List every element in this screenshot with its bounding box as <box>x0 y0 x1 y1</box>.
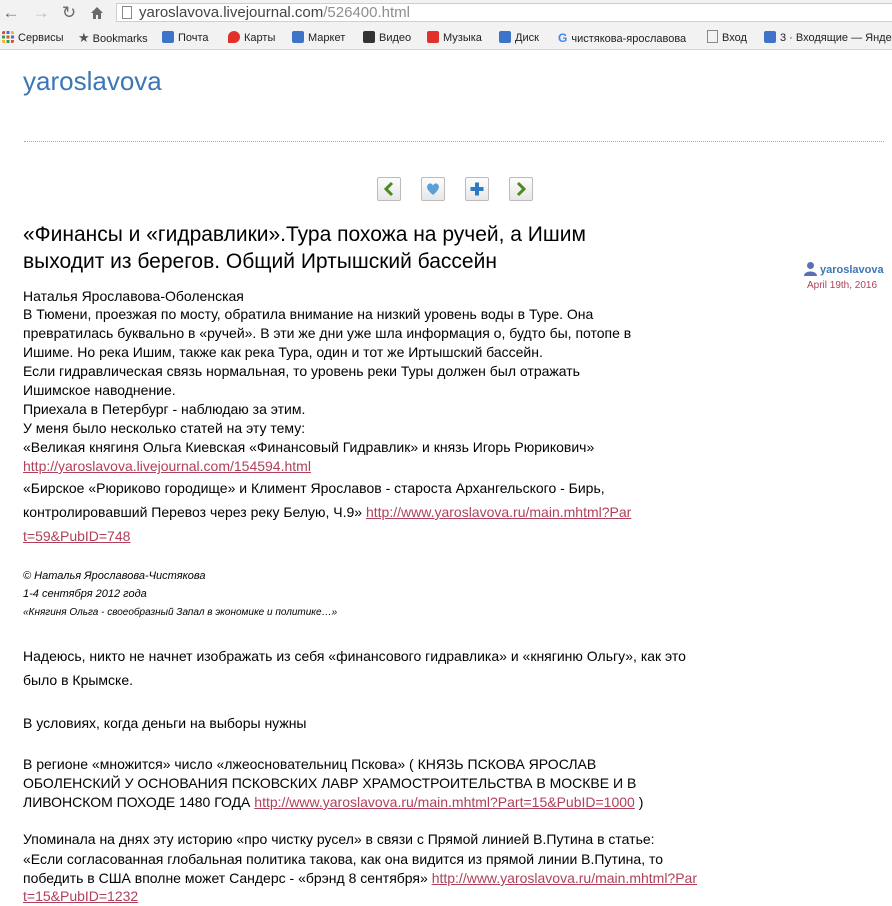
bookmark-label: Вход <box>722 32 747 44</box>
bookmark-label: Видео <box>379 32 412 44</box>
header-divider <box>24 141 884 142</box>
user-icon <box>803 261 818 276</box>
body-line <box>23 457 311 475</box>
cart-icon <box>292 31 304 43</box>
prev-arrow-icon <box>381 181 397 197</box>
article-link[interactable]: http://www.yaroslavova.ru/main.mhtml?Par <box>365 504 632 520</box>
bookmark-inbox[interactable] <box>764 30 892 46</box>
body-line <box>23 524 130 548</box>
body-line <box>23 500 631 524</box>
author-name[interactable]: yaroslavova <box>820 264 884 276</box>
page-icon <box>122 6 132 19</box>
body-line: «Бирское «Рюриково городище» и Климент Ярославов - староста Архангельского - Бирь, <box>23 480 605 496</box>
post-date: April 19th, 2016 <box>807 280 878 291</box>
body-line: В условиях, когда деньги на выборы нужны <box>23 715 307 731</box>
article-link[interactable]: http://www.yaroslavova.ru/main.mhtml?Part=15&PubID=1000 <box>254 794 635 810</box>
music-icon <box>427 31 439 43</box>
bookmark-maps[interactable] <box>228 30 275 46</box>
body-line <box>23 868 697 888</box>
body-line: превратилась буквально в «ручей». В эти же дни уже шла информация о, будто бы, потопе в <box>23 325 632 341</box>
map-pin-icon <box>228 31 240 43</box>
bookmark-google-search[interactable] <box>558 30 698 46</box>
add-to-memories-button[interactable] <box>421 177 445 201</box>
body-line: «Великая княгиня Ольга Киевская «Финансовый Гидравлик» и князь Игорь Рюрикович» <box>23 439 595 455</box>
track-entry-button[interactable] <box>465 177 489 201</box>
url-host: yaroslavova.livejournal.com <box>139 4 324 21</box>
back-arrow-icon[interactable]: ← <box>2 3 20 22</box>
bookmark-label: Диск <box>515 32 539 44</box>
address-bar[interactable] <box>116 3 892 22</box>
bookmark-services[interactable] <box>2 30 64 46</box>
article-link[interactable]: http://yaroslavova.livejournal.com/154594.html <box>23 458 311 474</box>
page-icon <box>707 30 718 43</box>
star-icon: ★ <box>78 30 90 45</box>
bookmark-mail[interactable] <box>162 30 209 46</box>
article-link[interactable]: http://www.yaroslavova.ru/main.mhtml?Par <box>431 870 698 886</box>
forward-arrow-icon[interactable]: → <box>32 3 50 22</box>
url-path: /526400.html <box>323 4 410 21</box>
reload-icon[interactable]: ↻ <box>61 3 77 22</box>
post-title-line: «Финансы и «гидравлики».Тура похожа на ручей, а Ишим <box>23 223 586 246</box>
body-line: У меня было несколько статей на эту тему: <box>23 420 306 436</box>
home-icon[interactable] <box>86 2 108 24</box>
body-line: В Тюмени, проезжая по мосту, обратила внимание на низкий уровень воды в Туре. Она <box>23 306 594 322</box>
bookmark-market[interactable] <box>292 30 345 46</box>
body-text: контролировавший Перевоз через реку Белую, Ч.9» <box>23 504 366 520</box>
body-text: ) <box>634 794 644 810</box>
body-line: Если гидравлическая связь нормальная, то уровень реки Туры должен был отражать <box>23 363 580 379</box>
body-line: Упоминала на днях эту историю «про чистку русел» в связи с Прямой линией В.Путина в статье: <box>23 831 655 847</box>
heart-icon <box>425 181 441 197</box>
bookmarks-bar <box>0 26 892 50</box>
signature-line: © Наталья Ярославова-Чистякова <box>23 570 206 582</box>
bookmark-label: Маркет <box>308 32 346 44</box>
apps-grid-icon <box>2 31 14 43</box>
body-text: ЛИВОНСКОМ ПОХОДЕ 1480 ГОДА <box>23 794 255 810</box>
bookmark-bookmarks[interactable] <box>78 30 148 46</box>
body-line: Ишимское наводнение. <box>23 382 176 398</box>
next-entry-button[interactable] <box>509 177 533 201</box>
signature-line: «Княгиня Ольга - своеобразный Запал в экономике и политике…» <box>23 607 338 618</box>
add-icon <box>469 181 485 197</box>
body-line: Надеюсь, никто не начнет изображать из себя «финансового гидравлика» и «княгиню Ольгу», как это <box>23 648 686 664</box>
prev-entry-button[interactable] <box>377 177 401 201</box>
next-arrow-icon <box>513 181 529 197</box>
post-title <box>23 221 743 275</box>
bookmark-label: Bookmarks <box>92 33 148 45</box>
body-line: «Если согласованная глобальная политика такова, как она видится из прямой линии В.Путина, то <box>23 851 664 867</box>
bookmark-music[interactable] <box>427 30 482 46</box>
bookmark-label: Почта <box>178 32 209 44</box>
bookmark-label: Сервисы <box>18 32 64 44</box>
bookmark-label: Карты <box>244 32 276 44</box>
body-line: было в Крымске. <box>23 672 133 688</box>
body-line <box>23 792 643 812</box>
post-author[interactable] <box>803 261 884 281</box>
mail-icon <box>764 31 776 43</box>
body-line <box>23 886 138 906</box>
body-line: Наталья Ярославова-Оболенская <box>23 288 244 304</box>
bookmark-label: Музыка <box>443 32 482 44</box>
body-line: Ишиме. Но река Ишим, также как река Тура, один и тот же Иртышский бассейн. <box>23 344 543 360</box>
bookmark-video[interactable] <box>363 30 411 46</box>
journal-title-link[interactable]: yaroslavova <box>23 66 162 96</box>
body-text: победить в США вполне может Сандерс - «брэнд 8 сентября» <box>23 870 432 886</box>
google-icon: G <box>558 31 568 45</box>
body-line: В регионе «множится» число «лжеосновательниц Пскова» ( КНЯЗЬ ПСКОВА ЯРОСЛАВ <box>23 756 597 772</box>
signature-line: 1-4 сентября 2012 года <box>23 588 147 600</box>
video-icon <box>363 31 375 43</box>
body-line: ОБОЛЕНСКИЙ У ОСНОВАНИЯ ПСКОВСКИХ ЛАВР ХРАМОСТРОИТЕЛЬСТВА В МОСКВЕ И В <box>23 775 637 791</box>
post-title-line: выходит из берегов. Общий Иртышский бассейн <box>23 250 497 273</box>
mail-icon <box>162 31 174 43</box>
article-link[interactable]: t=59&PubID=748 <box>23 528 131 544</box>
browser-toolbar <box>0 0 892 26</box>
bookmark-disk[interactable] <box>499 30 539 46</box>
body-line: Приехала в Петербург - наблюдаю за этим. <box>23 401 306 417</box>
bookmark-login[interactable] <box>707 30 747 46</box>
disk-icon <box>499 31 511 43</box>
bookmark-label: чистякова-ярославова <box>571 33 687 45</box>
article-link[interactable]: t=15&PubID=1232 <box>23 888 139 904</box>
bookmark-label: 3 · Входящие — Янде <box>780 32 892 44</box>
